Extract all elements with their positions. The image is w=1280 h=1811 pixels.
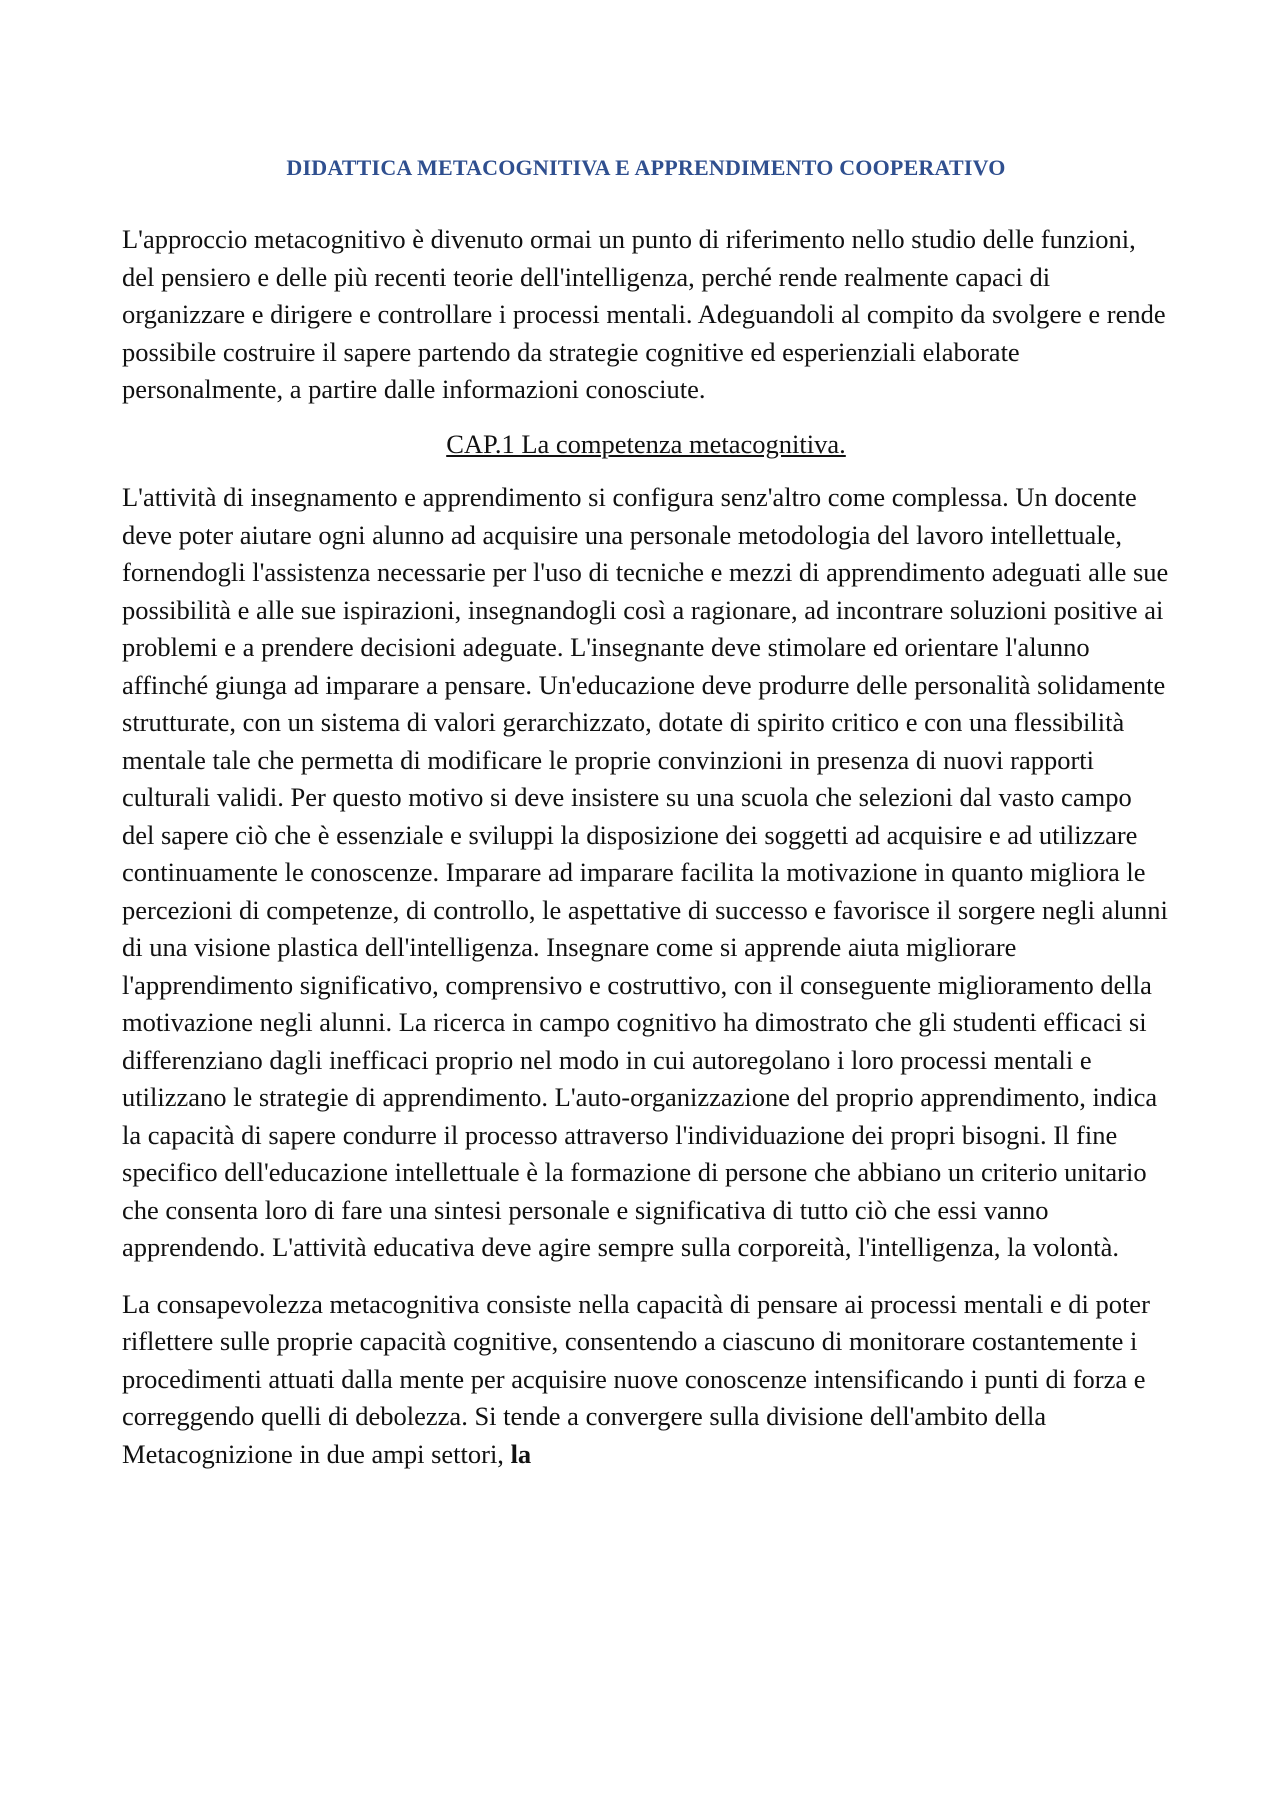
document-title: DIDATTICA METACOGNITIVA E APPRENDIMENTO COOPERATIVO [286, 155, 1006, 180]
chapter-heading: CAP.1 La competenza metacognitiva. [446, 428, 846, 459]
last-paragraph-text: La consapevolezza metacognitiva consiste nella capacità di pensare ai processi mentali e di poter riflettere sulle proprie capacità cognitive, consentendo a ciascuno di monitorare costantemente i procedimenti attuati dalla mente per acquisire nuove conoscenze intensificando i punti di forza e correggendo quelli di debolezza. Si tende a convergere sulla divisione dell'ambito della Metacognizione in due ampi settori, [122, 1288, 1150, 1469]
last-paragraph [122, 1286, 1170, 1474]
intro-paragraph: L'approccio metacognitivo è divenuto ormai un punto di riferimento nello studio delle funzioni, del pensiero e delle più recenti teorie dell'intelligenza, perché rende realmente capaci di organizzare e dirigere e controllare i processi mentali. Adeguandoli al compito da svolgere e rende possibile costruire il sapere partendo da strategie cognitive ed esperienziali elaborate personalmente, a partire dalle informazioni conosciute. [122, 224, 1166, 405]
chapter-paragraph: L'attività di insegnamento e apprendimento si configura senz'altro come complessa. Un docente deve poter aiutare ogni alunno ad acquisire una personale metodologia del lavoro intellettuale, fornendogli l'assistenza necessarie per l'uso di tecniche e mezzi di apprendimento adeguati alle sue possibilità e alle sue ispirazioni, insegnandogli così a ragionare, ad incontrare soluzioni positive ai problemi e a prendere decisioni adeguate. L'insegnante deve stimolare ed orientare l'alunno affinché giunga ad imparare a pensare. Un'educazione deve produrre delle personalità solidamente strutturate, con un sistema di valori gerarchizzato, dotate di spirito critico e con una flessibilità mentale tale che permetta di modificare le proprie convinzioni in presenza di nuovi rapporti culturali validi. Per questo motivo si deve insistere su una scuola che selezioni dal vasto campo del sapere ciò che è essenziale e sviluppi la disposizione dei soggetti ad acquisire e ad utilizzare continuamente le conoscenze. Imparare ad imparare facilita la motivazione in quanto migliora le percezioni di competenze, di controllo, le aspettative di successo e favorisce il sorgere negli alunni di una visione plastica dell'intelligenza. Insegnare come si apprende aiuta migliorare l'apprendimento significativo, comprensivo e costruttivo, con il conseguente miglioramento della motivazione negli alunni. La ricerca in campo cognitivo ha dimostrato che gli studenti efficaci si differenziano dagli inefficaci proprio nel modo in cui autoregolano i loro processi mentali e utilizzano le strategie di apprendimento. L'auto-organizzazione del proprio apprendimento, indica la capacità di sapere condurre il processo attraverso l'individuazione dei propri bisogni. Il fine specifico dell'educazione intellettuale è la formazione di persone che abbiano un criterio unitario che consenta loro di fare una sintesi personale e significativa di tutto ciò che essi vanno apprendendo. L'attività educativa deve agire sempre sulla corporeità, l'intelligenza, la volontà. [122, 482, 1169, 1263]
last-paragraph-bold-tail: la [510, 1438, 532, 1469]
